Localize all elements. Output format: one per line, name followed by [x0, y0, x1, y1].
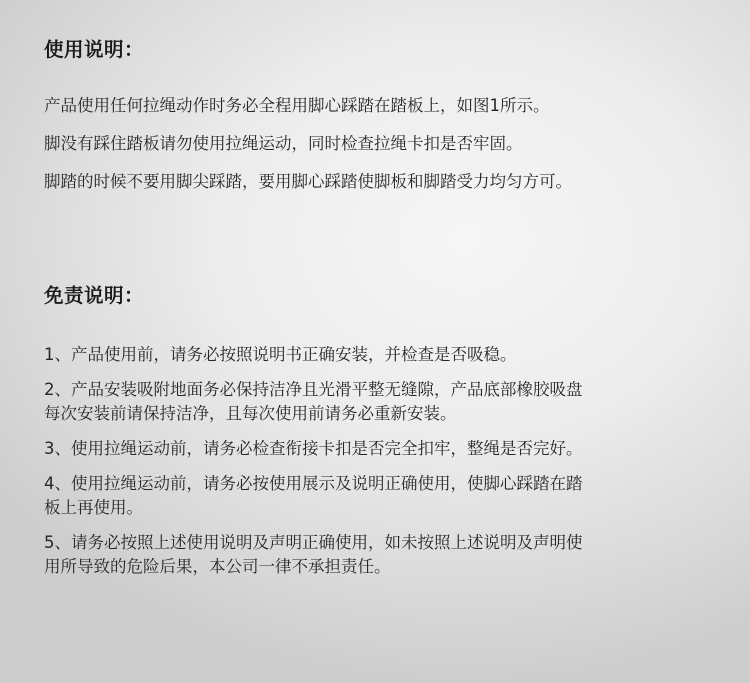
disclaimer-item-1: [44, 343, 724, 367]
disclaimer-line: 2、产品安装吸附地面务必保持洁净且光滑平整无缝隙，产品底部橡胶吸盘: [44, 380, 583, 399]
usage-line: 脚没有踩住踏板请勿使用拉绳运动，同时检查拉绳卡扣是否牢固。: [44, 134, 523, 153]
usage-section: [44, 37, 724, 208]
disclaimer-list: [44, 343, 724, 579]
disclaimer-line: 每次安装前请保持洁净，且每次使用前请务必重新安装。: [44, 404, 457, 423]
disclaimer-section: [44, 283, 724, 590]
usage-line: 脚踏的时候不要用脚尖踩踏，要用脚心踩踏使脚板和脚踏受力均匀方可。: [44, 172, 572, 191]
usage-title: 使用说明：: [44, 38, 145, 61]
disclaimer-line: 1、产品使用前，请务必按照说明书正确安装，并检查是否吸稳。: [44, 345, 517, 364]
usage-line: 产品使用任何拉绳动作时务必全程用脚心踩踏在踏板上，如图1所示。: [44, 96, 550, 115]
disclaimer-line: 3、使用拉绳运动前，请务必检查衔接卡扣是否完全扣牢，整绳是否完好。: [44, 439, 583, 458]
usage-instructions: [44, 94, 724, 194]
disclaimer-line: 用所导致的危险后果，本公司一律不承担责任。: [44, 557, 391, 576]
disclaimer-item-4: [44, 472, 724, 520]
disclaimer-title: 免责说明：: [44, 284, 145, 307]
disclaimer-line: 板上再使用。: [44, 498, 143, 517]
disclaimer-item-5: [44, 531, 724, 579]
disclaimer-line: 4、使用拉绳运动前，请务必按使用展示及说明正确使用，使脚心踩踏在踏: [44, 474, 583, 493]
disclaimer-line: 5、请务必按照上述使用说明及声明正确使用，如未按照上述说明及声明使: [44, 533, 583, 552]
disclaimer-item-3: [44, 437, 724, 461]
disclaimer-item-2: [44, 378, 724, 426]
